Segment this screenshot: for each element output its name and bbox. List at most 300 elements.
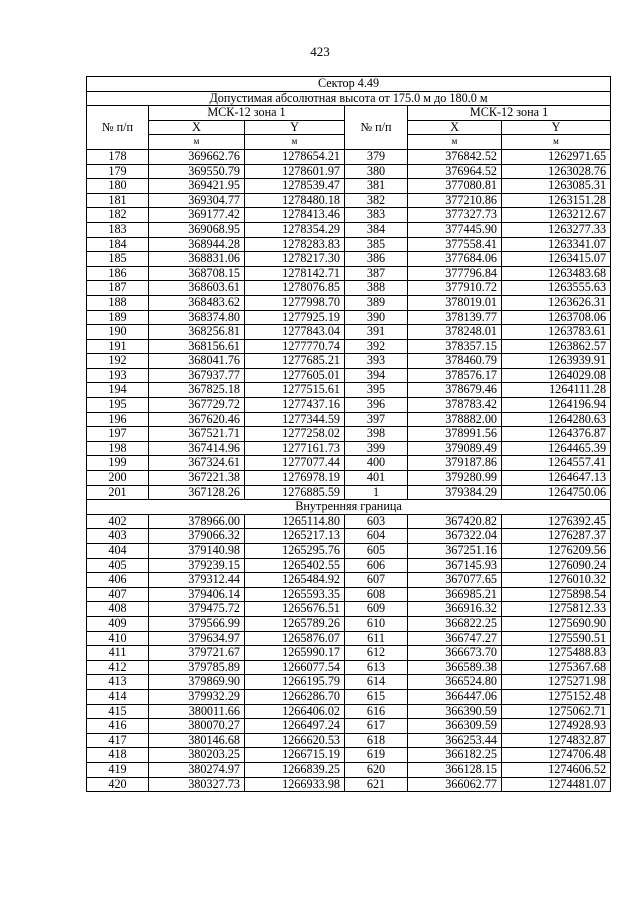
x-value-left: 380011.66 (149, 704, 245, 719)
table-row (87, 514, 611, 529)
y-value-left: 1278142.71 (245, 266, 345, 281)
y-value-right: 1263783.61 (502, 325, 611, 340)
y-value-right: 1275590.51 (502, 631, 611, 646)
y-value-right: 1275062.71 (502, 704, 611, 719)
x-value-left: 368374.80 (149, 310, 245, 325)
point-index-right: 610 (345, 616, 408, 631)
x-value-left: 369177.42 (149, 208, 245, 223)
x-value-right: 378139.77 (408, 310, 502, 325)
x-value-left: 379406.14 (149, 587, 245, 602)
table-row (87, 704, 611, 719)
y-value-right: 1263708.06 (502, 310, 611, 325)
y-value-left: 1266620.53 (245, 733, 345, 748)
table-row (87, 573, 611, 588)
table-row (87, 485, 611, 500)
point-index-right: 397 (345, 412, 408, 427)
x-value-right: 378991.56 (408, 427, 502, 442)
point-index-left: 414 (87, 689, 149, 704)
point-index-right: 398 (345, 427, 408, 442)
point-index-right: 604 (345, 529, 408, 544)
point-index-right: 387 (345, 266, 408, 281)
point-index-right: 399 (345, 441, 408, 456)
y-value-left: 1278217.30 (245, 252, 345, 267)
y-value-left: 1266497.24 (245, 719, 345, 734)
point-index-left: 187 (87, 281, 149, 296)
x-value-right: 367322.04 (408, 529, 502, 544)
x-value-left: 367128.26 (149, 485, 245, 500)
point-index-right: 384 (345, 222, 408, 237)
y-value-right: 1276287.37 (502, 529, 611, 544)
table-row (87, 646, 611, 661)
y-value-left: 1265295.76 (245, 544, 345, 559)
y-value-left: 1278539.47 (245, 179, 345, 194)
x-value-right: 366589.38 (408, 660, 502, 675)
x-value-right: 367251.16 (408, 544, 502, 559)
y-value-right: 1263626.31 (502, 295, 611, 310)
index-header-right: № п/п (345, 106, 408, 150)
y-value-right: 1264111.28 (502, 383, 611, 398)
table-row (87, 544, 611, 559)
point-index-right: 603 (345, 514, 408, 529)
table-row (87, 471, 611, 486)
point-index-right: 606 (345, 558, 408, 573)
x-value-left: 367729.72 (149, 398, 245, 413)
x-value-left: 369550.79 (149, 164, 245, 179)
page-number: 423 (310, 44, 330, 59)
x-value-left: 379785.89 (149, 660, 245, 675)
y-value-left: 1278601.97 (245, 164, 345, 179)
y-value-right: 1264280.63 (502, 412, 611, 427)
point-index-left: 180 (87, 179, 149, 194)
x-value-right: 366253.44 (408, 733, 502, 748)
point-index-right: 618 (345, 733, 408, 748)
y-value-left: 1276978.19 (245, 471, 345, 486)
y-value-left: 1277770.74 (245, 339, 345, 354)
point-index-left: 196 (87, 412, 149, 427)
sector-title-row (87, 77, 611, 92)
table-row (87, 149, 611, 164)
x-value-left: 369304.77 (149, 193, 245, 208)
x-value-right: 377558.41 (408, 237, 502, 252)
table-row (87, 733, 611, 748)
y-value-left: 1277077.44 (245, 456, 345, 471)
height-range-row (87, 91, 611, 106)
point-index-right: 392 (345, 339, 408, 354)
x-value-left: 367324.61 (149, 456, 245, 471)
point-index-left: 184 (87, 237, 149, 252)
x-value-right: 377080.81 (408, 179, 502, 194)
x-value-right: 366182.25 (408, 748, 502, 763)
unit-x-left: м (149, 135, 245, 150)
x-value-right: 379089.49 (408, 441, 502, 456)
table-row (87, 398, 611, 413)
table-row (87, 529, 611, 544)
y-value-right: 1263483.68 (502, 266, 611, 281)
point-index-left: 407 (87, 587, 149, 602)
x-value-left: 368483.62 (149, 295, 245, 310)
x-value-right: 377910.72 (408, 281, 502, 296)
x-value-left: 368708.15 (149, 266, 245, 281)
y-value-left: 1266839.25 (245, 762, 345, 777)
point-index-left: 197 (87, 427, 149, 442)
x-value-left: 380146.68 (149, 733, 245, 748)
x-value-left: 368944.28 (149, 237, 245, 252)
point-index-left: 420 (87, 777, 149, 792)
x-value-right: 378248.01 (408, 325, 502, 340)
y-value-left: 1278283.83 (245, 237, 345, 252)
table-row (87, 719, 611, 734)
point-index-right: 385 (345, 237, 408, 252)
x-value-left: 380203.25 (149, 748, 245, 763)
y-value-left: 1266406.02 (245, 704, 345, 719)
point-index-left: 185 (87, 252, 149, 267)
y-value-left: 1277843.04 (245, 325, 345, 340)
index-header-left: № п/п (87, 106, 149, 150)
y-value-right: 1263341.07 (502, 237, 611, 252)
point-index-right: 609 (345, 602, 408, 617)
point-index-left: 402 (87, 514, 149, 529)
point-index-left: 182 (87, 208, 149, 223)
point-index-right: 621 (345, 777, 408, 792)
x-value-left: 379869.90 (149, 675, 245, 690)
y-value-right: 1275690.90 (502, 616, 611, 631)
y-value-right: 1263277.33 (502, 222, 611, 237)
x-value-left: 378966.00 (149, 514, 245, 529)
y-value-left: 1266077.54 (245, 660, 345, 675)
x-value-left: 379312.44 (149, 573, 245, 588)
y-value-left: 1278654.21 (245, 149, 345, 164)
point-index-right: 390 (345, 310, 408, 325)
x-value-left: 369421.95 (149, 179, 245, 194)
y-value-left: 1278480.18 (245, 193, 345, 208)
y-value-left: 1265217.13 (245, 529, 345, 544)
y-value-right: 1275812.33 (502, 602, 611, 617)
x-value-left: 379932.29 (149, 689, 245, 704)
x-value-right: 366390.59 (408, 704, 502, 719)
y-value-right: 1264376.87 (502, 427, 611, 442)
table-row (87, 777, 611, 792)
table-row (87, 252, 611, 267)
point-index-left: 415 (87, 704, 149, 719)
table-row (87, 441, 611, 456)
x-value-left: 367937.77 (149, 368, 245, 383)
y-value-left: 1265114.80 (245, 514, 345, 529)
coordinates-table (86, 76, 611, 792)
x-value-right: 366747.27 (408, 631, 502, 646)
x-value-left: 379634.97 (149, 631, 245, 646)
x-value-right: 377796.84 (408, 266, 502, 281)
point-index-right: 1 (345, 485, 408, 500)
y-value-left: 1278076.85 (245, 281, 345, 296)
x-value-right: 379187.86 (408, 456, 502, 471)
y-value-right: 1263939.91 (502, 354, 611, 369)
point-index-left: 181 (87, 193, 149, 208)
y-value-right: 1275271.98 (502, 675, 611, 690)
y-value-right: 1263085.31 (502, 179, 611, 194)
y-value-left: 1277685.21 (245, 354, 345, 369)
x-value-right: 366062.77 (408, 777, 502, 792)
y-value-right: 1275488.83 (502, 646, 611, 661)
x-value-right: 378576.17 (408, 368, 502, 383)
x-value-right: 366916.32 (408, 602, 502, 617)
y-value-right: 1263555.63 (502, 281, 611, 296)
y-value-left: 1265402.55 (245, 558, 345, 573)
table-row (87, 689, 611, 704)
y-value-left: 1265876.07 (245, 631, 345, 646)
point-index-right: 379 (345, 149, 408, 164)
x-value-left: 380070.27 (149, 719, 245, 734)
table-row (87, 587, 611, 602)
point-index-right: 617 (345, 719, 408, 734)
x-value-left: 379140.98 (149, 544, 245, 559)
table-row (87, 675, 611, 690)
point-index-right: 613 (345, 660, 408, 675)
point-index-right: 620 (345, 762, 408, 777)
table-row (87, 222, 611, 237)
y-value-right: 1264029.08 (502, 368, 611, 383)
point-index-left: 186 (87, 266, 149, 281)
x-value-right: 377684.06 (408, 252, 502, 267)
x-value-right: 378882.00 (408, 412, 502, 427)
point-index-left: 406 (87, 573, 149, 588)
point-index-right: 381 (345, 179, 408, 194)
x-value-right: 378679.46 (408, 383, 502, 398)
x-value-left: 379721.67 (149, 646, 245, 661)
x-value-right: 377445.90 (408, 222, 502, 237)
table-row (87, 354, 611, 369)
section2-body (87, 514, 611, 791)
x-value-left: 367825.18 (149, 383, 245, 398)
table-row (87, 762, 611, 777)
x-value-right: 366524.80 (408, 675, 502, 690)
unit-y-left: м (245, 135, 345, 150)
point-index-right: 400 (345, 456, 408, 471)
y-value-right: 1264750.06 (502, 485, 611, 500)
y-value-right: 1263028.76 (502, 164, 611, 179)
point-index-left: 418 (87, 748, 149, 763)
x-value-right: 378019.01 (408, 295, 502, 310)
point-index-left: 411 (87, 646, 149, 661)
x-value-left: 379066.32 (149, 529, 245, 544)
point-index-right: 607 (345, 573, 408, 588)
y-value-left: 1277925.19 (245, 310, 345, 325)
x-value-right: 366673.70 (408, 646, 502, 661)
point-index-left: 405 (87, 558, 149, 573)
x-value-right: 377327.73 (408, 208, 502, 223)
y-value-left: 1266195.79 (245, 675, 345, 690)
y-value-left: 1277344.59 (245, 412, 345, 427)
y-value-left: 1265676.51 (245, 602, 345, 617)
x-value-right: 378783.42 (408, 398, 502, 413)
y-header-left: Y (245, 120, 345, 135)
table-row (87, 368, 611, 383)
y-value-left: 1265593.35 (245, 587, 345, 602)
point-index-left: 413 (87, 675, 149, 690)
point-index-left: 191 (87, 339, 149, 354)
y-value-right: 1263862.57 (502, 339, 611, 354)
point-index-left: 417 (87, 733, 149, 748)
table-row (87, 660, 611, 675)
table-row (87, 383, 611, 398)
table-row (87, 193, 611, 208)
y-value-right: 1276392.45 (502, 514, 611, 529)
inner-boundary-row (87, 500, 611, 515)
y-value-left: 1277515.61 (245, 383, 345, 398)
point-index-right: 612 (345, 646, 408, 661)
y-value-right: 1275152.48 (502, 689, 611, 704)
x-value-right: 367077.65 (408, 573, 502, 588)
y-value-left: 1265990.17 (245, 646, 345, 661)
x-value-left: 379239.15 (149, 558, 245, 573)
x-value-right: 366128.15 (408, 762, 502, 777)
x-value-right: 366309.59 (408, 719, 502, 734)
point-index-left: 198 (87, 441, 149, 456)
y-value-left: 1266933.98 (245, 777, 345, 792)
y-value-left: 1265789.26 (245, 616, 345, 631)
point-index-right: 393 (345, 354, 408, 369)
table-row (87, 748, 611, 763)
x-value-left: 379566.99 (149, 616, 245, 631)
point-index-left: 192 (87, 354, 149, 369)
unit-y-right: м (502, 135, 611, 150)
y-value-right: 1275367.68 (502, 660, 611, 675)
point-index-left: 188 (87, 295, 149, 310)
height-range: Допустимая абсолютная высота от 175.0 м до 180.0 м (87, 91, 611, 106)
x-value-left: 368156.61 (149, 339, 245, 354)
point-index-right: 605 (345, 544, 408, 559)
y-value-right: 1276090.24 (502, 558, 611, 573)
x-value-right: 376964.52 (408, 164, 502, 179)
table-row (87, 281, 611, 296)
y-value-right: 1274832.87 (502, 733, 611, 748)
x-header-left: X (149, 120, 245, 135)
y-value-left: 1277437.16 (245, 398, 345, 413)
point-index-left: 183 (87, 222, 149, 237)
y-value-left: 1278354.29 (245, 222, 345, 237)
y-value-left: 1277258.02 (245, 427, 345, 442)
y-value-right: 1263212.67 (502, 208, 611, 223)
x-value-left: 367414.96 (149, 441, 245, 456)
table-row (87, 558, 611, 573)
table-row (87, 208, 611, 223)
y-value-left: 1265484.92 (245, 573, 345, 588)
point-index-left: 194 (87, 383, 149, 398)
y-value-right: 1264465.39 (502, 441, 611, 456)
system-header-right: МСК-12 зона 1 (408, 106, 611, 121)
x-value-right: 376842.52 (408, 149, 502, 164)
x-value-left: 367521.71 (149, 427, 245, 442)
y-value-right: 1274481.07 (502, 777, 611, 792)
x-value-left: 380327.73 (149, 777, 245, 792)
y-value-left: 1277998.70 (245, 295, 345, 310)
point-index-left: 195 (87, 398, 149, 413)
header-row-system (87, 106, 611, 121)
point-index-left: 193 (87, 368, 149, 383)
x-value-left: 369068.95 (149, 222, 245, 237)
point-index-right: 619 (345, 748, 408, 763)
point-index-left: 179 (87, 164, 149, 179)
y-value-right: 1263151.28 (502, 193, 611, 208)
point-index-left: 412 (87, 660, 149, 675)
inner-boundary-section (87, 500, 611, 515)
y-value-right: 1276010.32 (502, 573, 611, 588)
x-value-left: 368041.76 (149, 354, 245, 369)
x-value-right: 378460.79 (408, 354, 502, 369)
y-value-right: 1276209.56 (502, 544, 611, 559)
point-index-left: 201 (87, 485, 149, 500)
y-value-right: 1264647.13 (502, 471, 611, 486)
table-row (87, 179, 611, 194)
point-index-right: 382 (345, 193, 408, 208)
y-value-right: 1274606.52 (502, 762, 611, 777)
point-index-right: 394 (345, 368, 408, 383)
x-value-left: 368256.81 (149, 325, 245, 340)
point-index-right: 386 (345, 252, 408, 267)
point-index-left: 178 (87, 149, 149, 164)
table-row (87, 412, 611, 427)
table-row (87, 339, 611, 354)
x-value-left: 368831.06 (149, 252, 245, 267)
point-index-left: 410 (87, 631, 149, 646)
point-index-right: 391 (345, 325, 408, 340)
y-value-right: 1264196.94 (502, 398, 611, 413)
table-row (87, 602, 611, 617)
x-value-left: 380274.97 (149, 762, 245, 777)
point-index-right: 389 (345, 295, 408, 310)
x-value-right: 367420.82 (408, 514, 502, 529)
y-value-right: 1264557.41 (502, 456, 611, 471)
y-value-right: 1274706.48 (502, 748, 611, 763)
point-index-left: 190 (87, 325, 149, 340)
y-value-left: 1278413.46 (245, 208, 345, 223)
x-value-right: 366985.21 (408, 587, 502, 602)
point-index-right: 401 (345, 471, 408, 486)
x-value-right: 379384.29 (408, 485, 502, 500)
x-value-left: 368603.61 (149, 281, 245, 296)
point-index-left: 416 (87, 719, 149, 734)
point-index-left: 200 (87, 471, 149, 486)
y-value-right: 1263415.07 (502, 252, 611, 267)
point-index-left: 419 (87, 762, 149, 777)
table-row (87, 427, 611, 442)
x-value-right: 377210.86 (408, 193, 502, 208)
table-row (87, 295, 611, 310)
point-index-left: 404 (87, 544, 149, 559)
x-value-right: 366822.25 (408, 616, 502, 631)
table-row (87, 237, 611, 252)
table-row (87, 310, 611, 325)
x-value-left: 379475.72 (149, 602, 245, 617)
y-value-left: 1277605.01 (245, 368, 345, 383)
x-value-right: 378357.15 (408, 339, 502, 354)
point-index-right: 396 (345, 398, 408, 413)
point-index-right: 395 (345, 383, 408, 398)
point-index-left: 409 (87, 616, 149, 631)
table-row (87, 616, 611, 631)
y-value-right: 1274928.93 (502, 719, 611, 734)
section1-body (87, 149, 611, 499)
point-index-right: 611 (345, 631, 408, 646)
x-value-left: 369662.76 (149, 149, 245, 164)
point-index-left: 189 (87, 310, 149, 325)
y-value-left: 1276885.59 (245, 485, 345, 500)
table-row (87, 266, 611, 281)
x-value-right: 366447.06 (408, 689, 502, 704)
point-index-left: 199 (87, 456, 149, 471)
system-header-left: МСК-12 зона 1 (149, 106, 345, 121)
y-value-right: 1275898.54 (502, 587, 611, 602)
point-index-right: 383 (345, 208, 408, 223)
